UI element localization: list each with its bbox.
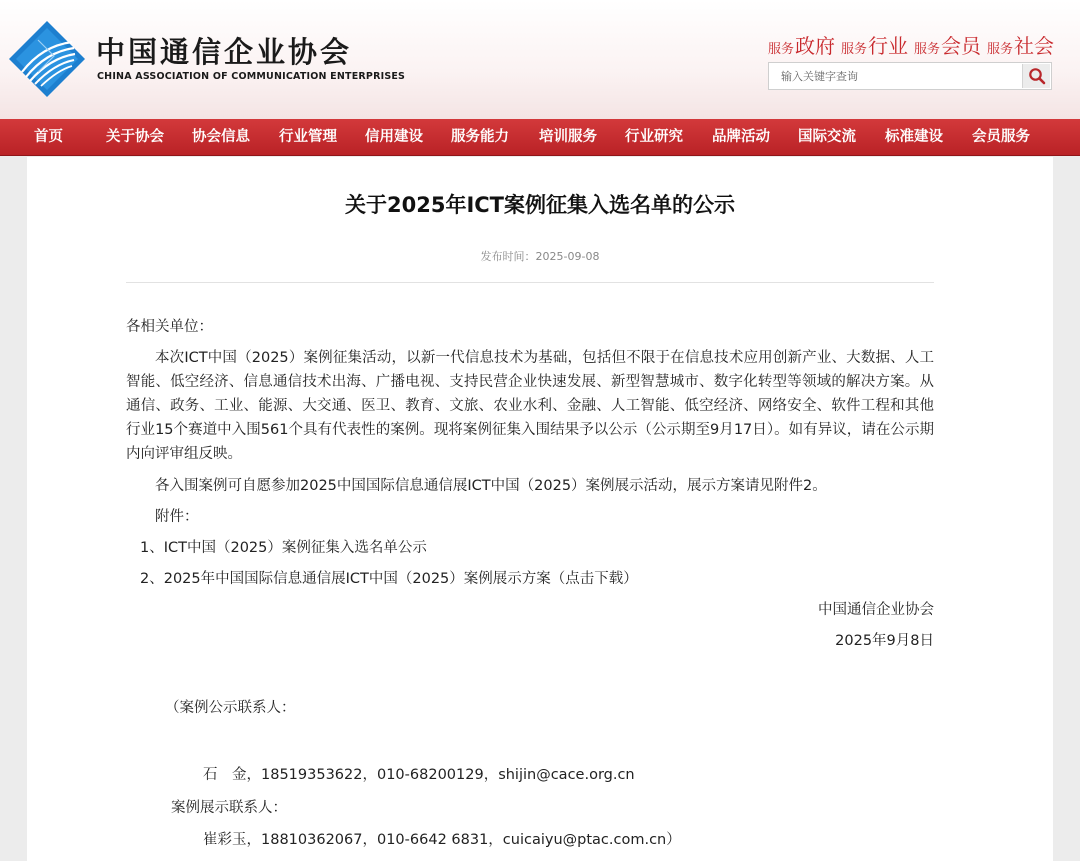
- article-body: [126, 315, 934, 660]
- publicity-contact: 石 金，18519353622，010-68200129，shijin@cace.org.cn: [203, 767, 635, 783]
- divider: [126, 282, 934, 283]
- main-nav: [0, 119, 1080, 156]
- article-content: [27, 157, 1053, 861]
- publicity-contact-label: （案例公示联系人：: [165, 700, 296, 716]
- quick-link-members[interactable]: [914, 30, 981, 59]
- nav-item-home[interactable]: 首页: [34, 129, 63, 145]
- nav-item-research[interactable]: 行业研究: [625, 129, 683, 145]
- quick-link-industry[interactable]: [841, 30, 908, 59]
- nav-item-about[interactable]: 关于协会: [106, 129, 164, 145]
- nav-item-service[interactable]: 服务能力: [451, 129, 509, 145]
- paragraph-display: 各入围案例可自愿参加2025中国国际信息通信展ICT中国（2025）案例展示活动，展示方案请见附件2。: [155, 478, 827, 494]
- quick-link-label: 行业: [867, 34, 908, 58]
- signature-date: 2025年9月8日: [835, 633, 934, 649]
- quick-link-society[interactable]: [987, 30, 1054, 59]
- quick-link-government[interactable]: [768, 30, 835, 59]
- attachment-link-2[interactable]: 2、2025年中国国际信息通信展ICT中国（2025）案例展示方案（点击下载）: [140, 571, 638, 587]
- display-contact: 崔彩玉，18810362067，010-6642 6831，cuicaiyu@ptac.com.cn）: [203, 832, 681, 848]
- nav-item-credit[interactable]: 信用建设: [365, 129, 423, 145]
- nav-item-info[interactable]: 协会信息: [192, 129, 250, 145]
- quick-link-label: 会员: [940, 34, 981, 58]
- greeting: 各相关单位：: [126, 319, 213, 335]
- quick-link-prefix: 服务: [840, 42, 867, 57]
- search-button[interactable]: [1022, 64, 1050, 88]
- quick-link-prefix: 服务: [913, 42, 940, 57]
- search-box: [768, 62, 1052, 90]
- org-name-en: CHINA ASSOCIATION OF COMMUNICATION ENTERPRISES: [97, 71, 406, 82]
- nav-item-membership[interactable]: 会员服务: [972, 129, 1030, 145]
- search-icon: [1028, 67, 1046, 85]
- site-header: [0, 0, 1080, 119]
- quick-link-prefix: 服务: [986, 42, 1013, 57]
- nav-item-brand[interactable]: 品牌活动: [712, 129, 770, 145]
- publish-date: 发布时间：2025-09-08: [480, 250, 600, 263]
- attachment-link-1[interactable]: 1、ICT中国（2025）案例征集入选名单公示: [140, 540, 427, 556]
- association-logo-icon[interactable]: [8, 20, 86, 98]
- attachments-label: 附件：: [155, 509, 199, 525]
- nav-item-standards[interactable]: 标准建设: [885, 129, 943, 145]
- page-title: 关于2025年ICT案例征集入选名单的公示: [345, 193, 735, 217]
- org-name-cn: 中国通信企业协会: [96, 35, 353, 69]
- signature-org: 中国通信企业协会: [818, 602, 934, 618]
- nav-item-international[interactable]: 国际交流: [798, 129, 856, 145]
- quick-link-label: 社会: [1014, 34, 1054, 58]
- paragraph-main: 本次ICT中国（2025）案例征集活动，以新一代信息技术为基础，包括但不限于在信息技术应用创新产业、大数据、人工智能、低空经济、信息通信技术出海、广播电视、支持民营企业快速发展、新型智慧城市、数字化转型等领域的解决方案。从通信、政务、工业、能源、大交通、医卫、教育、文旅、农业水利、金融、人工智能、低空经济、网络安全、软件工程和其他行业15个赛道中入围561个具有代表性的案例。现将案例征集入围结果予以公示（公示期至9月17日）。如有异议，请在公示期内向评审组反映。: [126, 350, 934, 462]
- service-quick-links: [768, 30, 1054, 59]
- quick-link-label: 政府: [794, 34, 835, 58]
- search-input[interactable]: [769, 63, 1021, 89]
- nav-item-training[interactable]: 培训服务: [539, 129, 597, 145]
- nav-item-industry-mgmt[interactable]: 行业管理: [279, 129, 337, 145]
- quick-link-prefix: 服务: [767, 42, 794, 57]
- display-contact-label: 案例展示联系人：: [171, 800, 287, 816]
